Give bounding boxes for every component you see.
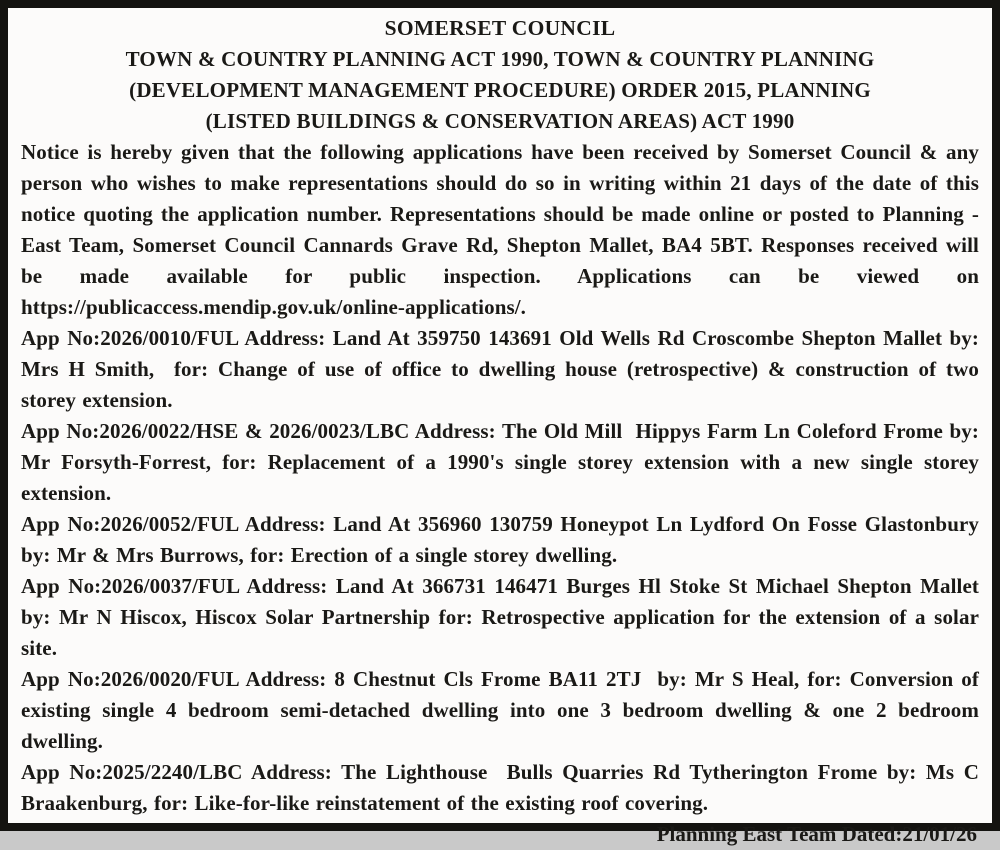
acts-heading-line: (LISTED BUILDINGS & CONSERVATION AREAS) ACT 1990 [205,109,795,133]
application-entry: App No:2026/0020/FUL Address: 8 Chestnut Cls Frome BA11 2TJ by: Mr S Heal, for: Conversion of existing single 4 bedroom semi-detached dwelling into one 3 bedroom dwelling & one 2 bedroom dwelling. [21,667,979,753]
applications-list [21,323,979,819]
application-entry: App No:2026/0052/FUL Address: Land At 356960 130759 Honeypot Ln Lydford On Fosse Glastonbury by: Mr & Mrs Burrows, for: Erection of a single storey dwelling. [21,512,979,567]
acts-heading-line: (DEVELOPMENT MANAGEMENT PROCEDURE) ORDER 2015, PLANNING [129,78,871,102]
footer-dateline: Planning East Team Dated:21/01/26 [656,822,977,846]
acts-heading [21,44,979,137]
application-entry: App No:2026/0010/FUL Address: Land At 359750 143691 Old Wells Rd Croscombe Shepton Mallet by: Mrs H Smith, for: Change of use of office to dwelling house (retrospective) & construction of two storey extension. [21,326,979,412]
application-entry: App No:2026/0022/HSE & 2026/0023/LBC Address: The Old Mill Hippys Farm Ln Coleford Frome by: Mr Forsyth-Forrest, for: Replacement of a 1990's single storey extension with a new single storey extension. [21,419,979,505]
notice-title: SOMERSET COUNCIL [384,16,616,40]
application-entry: App No:2025/2240/LBC Address: The Lighthouse Bulls Quarries Rd Tytherington Frome by: Ms C Braakenburg, for: Like-for-like reinstatement of the existing roof covering. [21,760,979,815]
acts-heading-line: TOWN & COUNTRY PLANNING ACT 1990, TOWN & COUNTRY PLANNING [125,47,875,71]
intro-paragraph: Notice is hereby given that the following applications have been received by Somerset Council & any person who wishes to make representations should do so in writing within 21 days of the date of this notice quoting the application number. Representations should be made online or posted to Planning - East Team, Somerset Council Cannards Grave Rd, Shepton Mallet, BA4 5BT. Responses received will be made available for public inspection. Applications can be viewed on https://publicaccess.mendip.gov.uk/online-applications/. [21,140,979,319]
application-entry: App No:2026/0037/FUL Address: Land At 366731 146471 Burges Hl Stoke St Michael Shepton Mallet by: Mr N Hiscox, Hiscox Solar Partnership for: Retrospective application for the extension of a solar site. [21,574,979,660]
